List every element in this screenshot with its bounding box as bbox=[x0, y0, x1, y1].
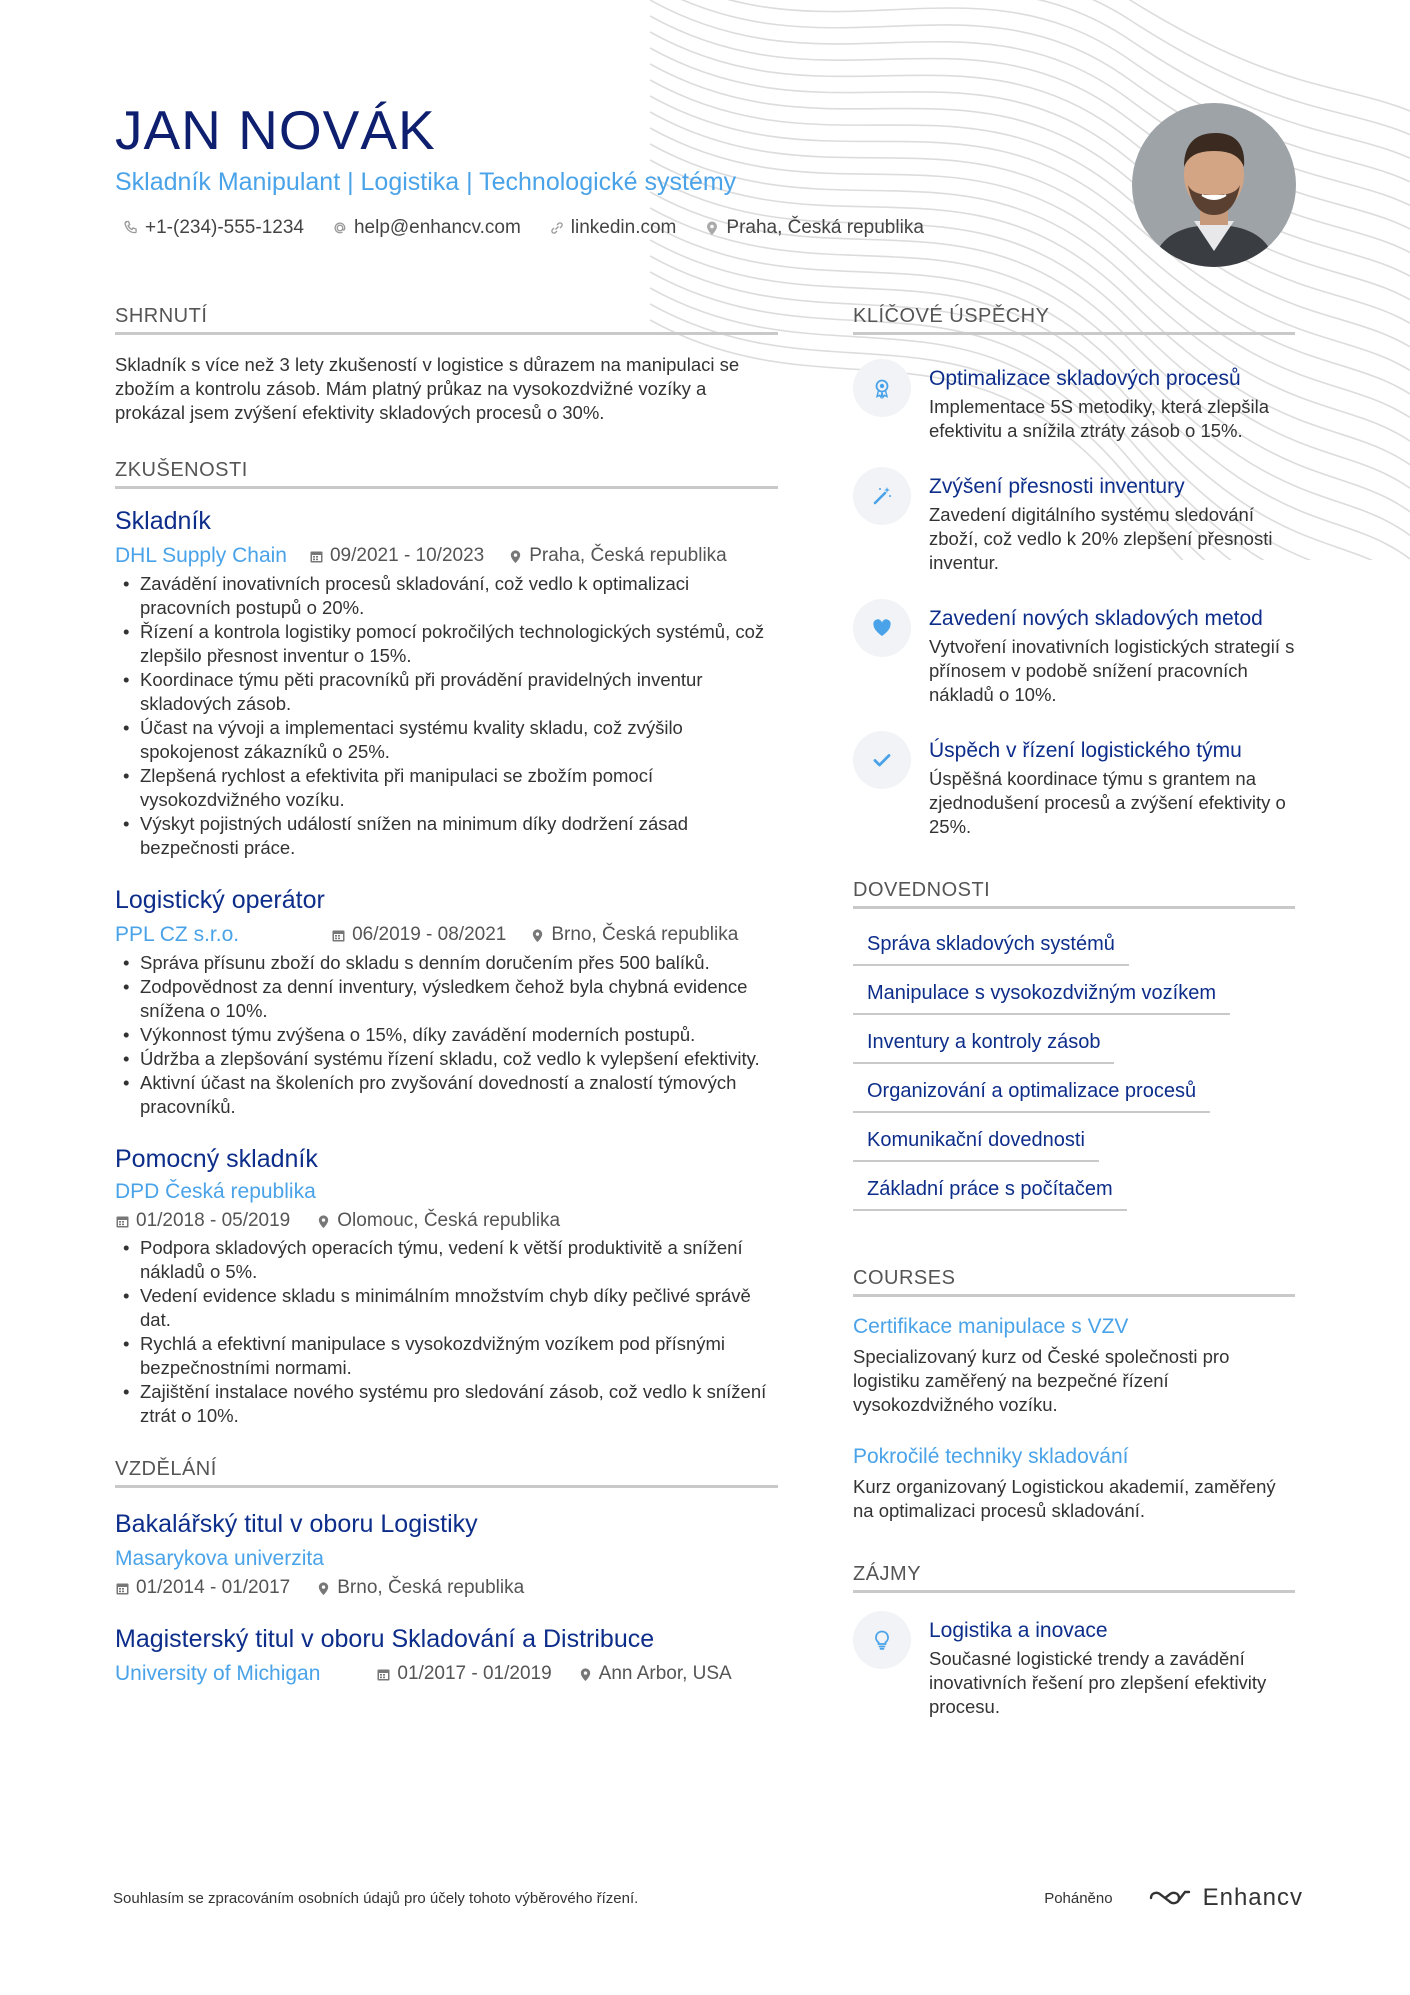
skill-tag: Inventury a kontroly zásob bbox=[853, 1017, 1114, 1064]
education-location bbox=[316, 1577, 524, 1599]
job-entry bbox=[115, 1145, 778, 1428]
list-item: • Podpora skladových operacích týmu, vedení k větší produktivitě a snížení nákladů o 5%. bbox=[115, 1236, 778, 1284]
checkmark-icon bbox=[871, 749, 893, 771]
map-pin-icon bbox=[578, 1667, 593, 1682]
calendar-icon bbox=[115, 1581, 130, 1596]
section-title-education: VZDĚLÁNÍ bbox=[115, 1458, 778, 1488]
list-item: • Zodpovědnost za denní inventury, výsledkem čehož byla chybná evidence snížena o 10%. bbox=[115, 975, 778, 1023]
section-title-summary: SHRNUTÍ bbox=[115, 305, 778, 335]
courses-section bbox=[853, 1267, 1295, 1523]
contact-email[interactable] bbox=[332, 217, 521, 239]
lightbulb-icon bbox=[871, 1629, 893, 1651]
link-icon bbox=[549, 220, 565, 236]
consent-text: Souhlasím se zpracováním osobních údajů pro účely tohoto výběrového řízení. bbox=[113, 1889, 639, 1907]
job-location bbox=[508, 545, 727, 567]
job-meta bbox=[115, 923, 778, 947]
heart-icon bbox=[871, 617, 893, 639]
calendar-icon bbox=[331, 928, 346, 943]
course-item bbox=[853, 1445, 1295, 1523]
achievement-desc: Implementace 5S metodiky, která zlepšila efektivitu a snížila ztráty zásob o 15%. bbox=[929, 396, 1270, 441]
job-dates-text: 09/2021 - 10/2023 bbox=[329, 545, 485, 566]
candidate-headline: Skladník Manipulant | Logistika | Technologické systémy bbox=[115, 168, 737, 196]
map-pin-icon bbox=[530, 928, 545, 943]
calendar-icon bbox=[115, 1214, 130, 1229]
right-column bbox=[853, 305, 1295, 1753]
summary-section bbox=[115, 305, 778, 425]
list-item: • Účast na vývoji a implementaci systému kvality skladu, což zvýšilo spokojenost zákazníků o 25%. bbox=[115, 716, 778, 764]
list-item: • Zavádění inovativních procesů skladování, což vedlo k optimalizaci pracovních postupů o 20%. bbox=[115, 572, 778, 620]
skill-tag: Komunikační dovednosti bbox=[853, 1115, 1099, 1162]
list-item: • Vedení evidence skladu s minimálním množstvím chyb díky pečlivé správě dat. bbox=[115, 1284, 778, 1332]
achievement-title: Úspěch v řízení logistického týmu bbox=[929, 739, 1242, 762]
brand-logo[interactable] bbox=[1147, 1884, 1303, 1912]
achievement-desc: Zavedení digitálního systému sledování zboží, což vedlo k 20% zlepšení přesnosti inventur. bbox=[929, 504, 1273, 573]
course-desc: Kurz organizovaný Logistickou akademií, zaměřený na optimalizaci procesů skladování. bbox=[853, 1476, 1276, 1521]
section-title-courses: COURSES bbox=[853, 1267, 1295, 1297]
list-item: • Zlepšená rychlost a efektivita při manipulaci se zbožím pomocí vysokozdvižného vozíku. bbox=[115, 764, 778, 812]
at-icon bbox=[332, 220, 348, 236]
skill-tag: Organizování a optimalizace procesů bbox=[853, 1066, 1210, 1113]
course-title: Certifikace manipulace s VZV bbox=[853, 1315, 1129, 1338]
job-location bbox=[530, 924, 738, 946]
achievement-desc: Úspěšná koordinace týmu s grantem na zjednodušení procesů a zvýšení efektivity o 25%. bbox=[929, 768, 1286, 837]
job-title: Logistický operátor bbox=[115, 886, 325, 914]
section-title-achievements: KLÍČOVÉ ÚSPĚCHY bbox=[853, 305, 1295, 335]
list-item: • Řízení a kontrola logistiky pomocí pokročilých technologických systémů, což zlepšilo přesnost inventur o 15%. bbox=[115, 620, 778, 668]
achievement-item bbox=[853, 359, 1295, 443]
job-dates-text: 01/2018 - 05/2019 bbox=[136, 1210, 291, 1231]
skills-list bbox=[853, 919, 1295, 1213]
skill-tag: Manipulace s vysokozdvižným vozíkem bbox=[853, 968, 1230, 1015]
calendar-icon bbox=[376, 1667, 391, 1682]
interest-item bbox=[853, 1611, 1295, 1719]
experience-section bbox=[115, 459, 778, 1428]
education-entry bbox=[115, 1510, 778, 1599]
job-title: Skladník bbox=[115, 507, 211, 535]
education-meta bbox=[115, 1577, 778, 1599]
achievement-icon-wrap bbox=[853, 467, 911, 525]
achievement-item bbox=[853, 599, 1295, 707]
company-name: PPL CZ s.r.o. bbox=[115, 923, 240, 946]
avatar-portrait-icon bbox=[1132, 103, 1296, 267]
job-bullets bbox=[115, 572, 778, 860]
achievement-icon-wrap bbox=[853, 731, 911, 789]
course-desc: Specializovaný kurz od České společnosti pro logistiku zaměřený na bezpečné řízení vysokozdvižného vozíku. bbox=[853, 1346, 1230, 1415]
summary-text: Skladník s více než 3 lety zkušeností v logistice s důrazem na manipulaci se zbožím a kontrolu zásob. Mám platný průkaz na vysokozdvižné vozíky a prokázal jsem zvýšení efektivity skladových procesů o 30%. bbox=[115, 354, 740, 423]
contact-row bbox=[115, 217, 1015, 239]
map-pin-icon bbox=[704, 220, 720, 236]
education-location bbox=[578, 1663, 732, 1685]
list-item: • Výskyt pojistných událostí snížen na minimum díky dodržení zásad bezpečnosti práce. bbox=[115, 812, 778, 860]
interests-section bbox=[853, 1563, 1295, 1719]
email-text: help@enhancv.com bbox=[353, 217, 521, 238]
education-dates bbox=[376, 1663, 551, 1685]
section-title-interests: ZÁJMY bbox=[853, 1563, 1295, 1593]
section-title-experience: ZKUŠENOSTI bbox=[115, 459, 778, 489]
school-name: Masarykova univerzita bbox=[115, 1547, 324, 1570]
degree-title: Bakalářský titul v oboru Logistiky bbox=[115, 1510, 478, 1538]
job-entry bbox=[115, 507, 778, 860]
brand-name: Enhancv bbox=[1202, 1884, 1303, 1911]
education-location-text: Brno, Česká republika bbox=[337, 1577, 525, 1598]
resume-header bbox=[115, 100, 1015, 239]
list-item: • Výkonnost týmu zvýšena o 15%, díky zavádění moderních postupů. bbox=[115, 1023, 778, 1047]
map-pin-icon bbox=[316, 1581, 331, 1596]
left-column bbox=[115, 305, 778, 1720]
interest-icon-wrap bbox=[853, 1611, 911, 1669]
job-location-text: Praha, Česká republika bbox=[529, 545, 727, 566]
calendar-icon bbox=[309, 549, 324, 564]
avatar bbox=[1132, 103, 1296, 267]
course-item bbox=[853, 1315, 1295, 1417]
list-item: • Zajištění instalace nového systému pro sledování zásob, což vedlo k snížení ztrát o 10%. bbox=[115, 1380, 778, 1428]
list-item: • Rychlá a efektivní manipulace s vysokozdvižným vozíkem pod přísnými bezpečnostními normami. bbox=[115, 1332, 778, 1380]
candidate-name: JAN NOVÁK bbox=[115, 99, 436, 161]
education-section bbox=[115, 1458, 778, 1686]
job-bullets bbox=[115, 1236, 778, 1428]
job-dates bbox=[309, 545, 484, 567]
achievements-section bbox=[853, 305, 1295, 839]
achievement-item bbox=[853, 731, 1295, 839]
contact-phone[interactable] bbox=[123, 217, 304, 239]
job-title: Pomocný skladník bbox=[115, 1145, 318, 1173]
list-item: • Správa přísunu zboží do skladu s denním doručením přes 500 balíků. bbox=[115, 951, 778, 975]
job-meta bbox=[115, 544, 778, 568]
achievement-icon-wrap bbox=[853, 359, 911, 417]
job-location bbox=[316, 1210, 560, 1232]
list-item: • Údržba a zlepšování systému řízení skladu, což vedlo k vylepšení efektivity. bbox=[115, 1047, 778, 1071]
skills-section bbox=[853, 879, 1295, 1213]
achievement-title: Zavedení nových skladových metod bbox=[929, 607, 1263, 630]
education-dates bbox=[115, 1577, 290, 1599]
list-item: • Koordinace týmu pěti pracovníků při provádění pravidelných inventur skladových zásob. bbox=[115, 668, 778, 716]
school-name: University of Michigan bbox=[115, 1662, 321, 1685]
course-title: Pokročilé techniky skladování bbox=[853, 1445, 1129, 1468]
contact-linkedin[interactable] bbox=[549, 217, 677, 239]
job-meta bbox=[115, 1210, 778, 1232]
phone-text: +1-(234)-555-1234 bbox=[145, 217, 304, 238]
achievement-desc: Vytvoření inovativních logistických strategií s přínosem v podobě snížení pracovních nákladů o 10%. bbox=[929, 636, 1295, 705]
page-footer bbox=[113, 1884, 1303, 1912]
skill-tag: Správa skladových systémů bbox=[853, 919, 1129, 966]
list-item: • Aktivní účast na školeních pro zvyšování dovedností a znalostí týmových pracovníků. bbox=[115, 1071, 778, 1119]
job-entry bbox=[115, 886, 778, 1119]
education-entry bbox=[115, 1625, 778, 1686]
linkedin-text: linkedin.com bbox=[570, 217, 677, 238]
job-bullets bbox=[115, 951, 778, 1119]
map-pin-icon bbox=[508, 549, 523, 564]
education-meta bbox=[115, 1662, 778, 1686]
achievement-title: Zvýšení přesnosti inventury bbox=[929, 475, 1185, 498]
powered-label: Poháněno bbox=[1044, 1889, 1113, 1907]
award-icon bbox=[871, 377, 893, 399]
degree-title: Magisterský titul v oboru Skladování a Distribuce bbox=[115, 1625, 655, 1653]
education-dates-text: 01/2017 - 01/2019 bbox=[397, 1663, 552, 1684]
enhancv-logo-icon bbox=[1147, 1886, 1193, 1910]
education-location-text: Ann Arbor, USA bbox=[598, 1663, 732, 1684]
map-pin-icon bbox=[316, 1214, 331, 1229]
job-location-text: Brno, Česká republika bbox=[551, 924, 739, 945]
interest-title: Logistika a inovace bbox=[929, 1619, 1108, 1642]
contact-location bbox=[704, 217, 924, 239]
skill-tag: Základní práce s počítačem bbox=[853, 1164, 1127, 1211]
education-dates-text: 01/2014 - 01/2017 bbox=[136, 1577, 291, 1598]
achievement-title: Optimalizace skladových procesů bbox=[929, 367, 1241, 390]
powered-by bbox=[1044, 1884, 1303, 1912]
job-dates bbox=[115, 1210, 290, 1232]
achievement-item bbox=[853, 467, 1295, 575]
interest-desc: Současné logistické trendy a zavádění inovativních řešení pro zlepšení efektivity procesu. bbox=[929, 1648, 1267, 1717]
location-text: Praha, Česká republika bbox=[726, 217, 924, 238]
achievement-icon-wrap bbox=[853, 599, 911, 657]
magic-wand-icon bbox=[871, 485, 893, 507]
phone-icon bbox=[123, 220, 139, 236]
job-dates bbox=[331, 924, 506, 946]
job-location-text: Olomouc, Česká republika bbox=[337, 1210, 561, 1231]
section-title-skills: DOVEDNOSTI bbox=[853, 879, 1295, 909]
company-name: DHL Supply Chain bbox=[115, 544, 287, 567]
company-name: DPD Česká republika bbox=[115, 1180, 316, 1203]
job-dates-text: 06/2019 - 08/2021 bbox=[352, 924, 507, 945]
